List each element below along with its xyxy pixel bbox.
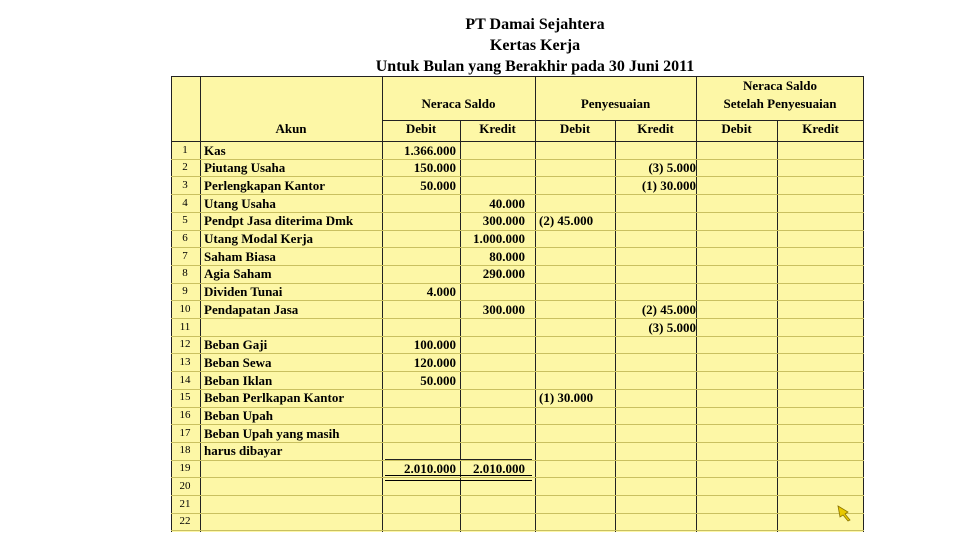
grid-vline bbox=[382, 76, 383, 532]
row-number: 17 bbox=[179, 426, 191, 439]
row-number: 5 bbox=[182, 214, 188, 227]
row-number: 12 bbox=[179, 338, 191, 351]
grid-row-line bbox=[171, 318, 864, 319]
grid-row-line bbox=[171, 407, 864, 408]
row-number: 18 bbox=[179, 444, 191, 457]
grid-header-line bbox=[382, 120, 864, 121]
account-name: Utang Usaha bbox=[204, 195, 276, 211]
adj-credit-value: (2) 45.000 bbox=[641, 301, 696, 317]
account-name: Beban Upah yang masih bbox=[204, 425, 340, 441]
group-header-trial-balance: Neraca Saldo bbox=[421, 96, 496, 111]
tb-debit-value: 100.000 bbox=[413, 337, 456, 353]
tb-debit-value: 1.366.000 bbox=[404, 142, 456, 158]
grid-row-line bbox=[171, 513, 864, 514]
tb-debit-value: 4.000 bbox=[426, 284, 456, 300]
grid-header-line bbox=[171, 76, 864, 77]
row-number: 9 bbox=[182, 285, 188, 298]
grid-row-line bbox=[171, 530, 864, 531]
grid-row-line bbox=[171, 230, 864, 231]
row-number: 20 bbox=[179, 479, 191, 492]
company-title: PT Damai Sejahtera bbox=[465, 16, 605, 33]
tb-debit-value: 120.000 bbox=[413, 354, 456, 370]
row-number: 16 bbox=[179, 409, 191, 421]
col-header-account: Akun bbox=[275, 121, 307, 136]
tb-credit-value: 290.000 bbox=[482, 266, 525, 282]
group-header-adjusted-tb-2: Setelah Penyesuaian bbox=[723, 96, 837, 111]
col-header-tb-credit: Kredit bbox=[479, 121, 516, 136]
tb-debit-value: 50.000 bbox=[420, 177, 456, 193]
grid-vline bbox=[863, 76, 864, 532]
row-number: 10 bbox=[179, 302, 191, 315]
grid-row-line bbox=[171, 495, 864, 496]
grid-row-line bbox=[171, 442, 864, 443]
tb-debit-value: 50.000 bbox=[420, 372, 456, 388]
adj-credit-value: (3) 5.000 bbox=[648, 160, 696, 176]
grid-row-line bbox=[171, 460, 864, 461]
grid-row-line bbox=[171, 283, 864, 284]
row-number: 1 bbox=[182, 143, 188, 156]
adj-credit-value: (3) 5.000 bbox=[648, 319, 696, 335]
grid-row-line bbox=[171, 371, 864, 372]
account-name: Beban Upah bbox=[204, 408, 273, 423]
report-title: Kertas Kerja bbox=[489, 37, 581, 54]
row-number: 11 bbox=[179, 320, 191, 333]
row-number: 2 bbox=[182, 161, 188, 174]
group-header-adjusted-tb-1: Neraca Saldo bbox=[742, 78, 818, 93]
account-name: Perlengkapan Kantor bbox=[204, 177, 325, 193]
account-name: Dividen Tunai bbox=[204, 284, 283, 300]
adj-debit-value: (1) 30.000 bbox=[539, 390, 594, 406]
grid-vline bbox=[615, 120, 616, 532]
account-name: Saham Biasa bbox=[204, 248, 276, 264]
col-header-adj-debit: Debit bbox=[559, 121, 591, 136]
total-rule bbox=[385, 459, 532, 460]
grid-vline bbox=[200, 76, 201, 532]
grid-vline bbox=[777, 120, 778, 532]
worksheet-table bbox=[171, 76, 864, 532]
account-name: Beban Perlkapan Kantor bbox=[204, 390, 345, 406]
account-name: Beban Iklan bbox=[204, 372, 273, 388]
grid-vline bbox=[460, 120, 461, 532]
tb-credit-value: 300.000 bbox=[482, 213, 525, 229]
report-period: Untuk Bulan yang Berakhir pada 30 Juni 2011 bbox=[375, 58, 695, 75]
account-name: Pendpt Jasa diterima Dmk bbox=[204, 213, 354, 229]
grid-row-line bbox=[171, 300, 864, 301]
grid-vline bbox=[171, 76, 172, 532]
grid-vline bbox=[696, 76, 697, 532]
account-name: Utang Modal Kerja bbox=[204, 231, 314, 246]
grid-row-line bbox=[171, 424, 864, 425]
account-name: Kas bbox=[204, 142, 226, 158]
tb-credit-value: 1.000.000 bbox=[473, 231, 525, 246]
row-number: 19 bbox=[179, 462, 191, 475]
tb-debit-value: 2.010.000 bbox=[404, 461, 456, 477]
account-name: Beban Gaji bbox=[204, 337, 268, 353]
row-number: 7 bbox=[182, 249, 188, 262]
grid-row-line bbox=[171, 159, 864, 160]
tb-credit-value: 40.000 bbox=[489, 195, 525, 211]
grid-row-line bbox=[171, 176, 864, 177]
account-name: Pendapatan Jasa bbox=[204, 301, 299, 317]
row-number: 15 bbox=[179, 391, 191, 404]
col-header-adj-credit: Kredit bbox=[637, 121, 674, 136]
row-number: 13 bbox=[179, 355, 191, 368]
row-number: 14 bbox=[179, 373, 191, 386]
tb-credit-value: 300.000 bbox=[482, 301, 525, 317]
adj-debit-value: (2) 45.000 bbox=[539, 213, 594, 229]
row-number: 8 bbox=[182, 267, 188, 280]
grid-row-line bbox=[171, 336, 864, 337]
row-number: 4 bbox=[182, 196, 188, 209]
grid-row-line bbox=[171, 247, 864, 248]
account-name: Agia Saham bbox=[204, 266, 272, 282]
grid-header-line bbox=[171, 141, 864, 142]
row-number: 21 bbox=[179, 497, 191, 510]
tb-debit-value: 150.000 bbox=[413, 160, 456, 176]
grid-vline bbox=[535, 76, 536, 532]
grid-row-line bbox=[171, 389, 864, 390]
adj-credit-value: (1) 30.000 bbox=[641, 177, 696, 193]
grid-row-line bbox=[171, 194, 864, 195]
row-number: 3 bbox=[182, 178, 188, 191]
tb-credit-value: 2.010.000 bbox=[473, 461, 525, 477]
col-header-atb-credit: Kredit bbox=[802, 121, 839, 136]
grid-row-line bbox=[171, 353, 864, 354]
tb-credit-value: 80.000 bbox=[489, 248, 525, 264]
grid-row-line bbox=[171, 212, 864, 213]
account-name: Piutang Usaha bbox=[204, 160, 286, 176]
row-number: 22 bbox=[179, 515, 191, 528]
col-header-tb-debit: Debit bbox=[405, 121, 437, 136]
grid-row-line bbox=[171, 265, 864, 266]
col-header-atb-debit: Debit bbox=[721, 121, 752, 136]
row-number: 6 bbox=[182, 232, 188, 244]
account-name: harus dibayar bbox=[204, 443, 283, 459]
group-header-adjustments: Penyesuaian bbox=[580, 96, 651, 111]
pencil-icon bbox=[836, 504, 854, 522]
account-name: Beban Sewa bbox=[204, 354, 272, 370]
total-double-rule bbox=[385, 475, 532, 481]
